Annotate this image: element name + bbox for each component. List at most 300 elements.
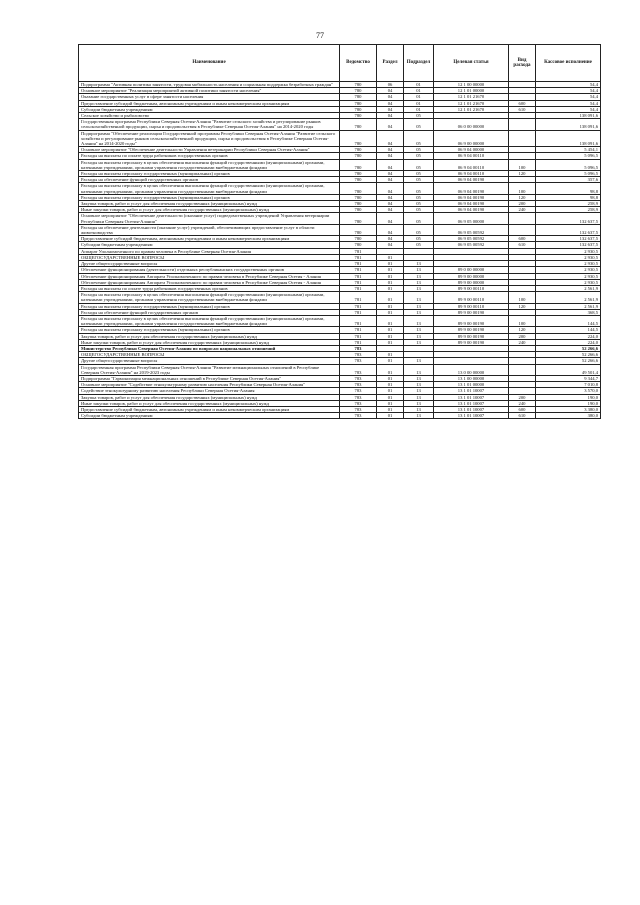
cell-department: 781 bbox=[340, 285, 377, 291]
cell-expense-type: 240 bbox=[509, 339, 536, 345]
cell-name: Расходы на выплаты персоналу государственных (муниципальных) органов bbox=[79, 303, 340, 309]
cell-expense-type: 610 bbox=[509, 106, 536, 112]
cell-name: Обеспечение функционирования Аппарата Уполномоченного по правам человека в Республике Северная Осетия - Алания bbox=[79, 273, 340, 279]
cell-cash-execution: 224,0 bbox=[536, 333, 601, 339]
cell-section: 04 bbox=[377, 106, 404, 112]
cell-name: ОБЩЕГОСУДАРСТВЕННЫЕ ВОПРОСЫ bbox=[79, 352, 340, 358]
table-row bbox=[79, 364, 601, 375]
cell-section: 01 bbox=[377, 267, 404, 273]
cell-target-article: 06 9 04 00190 bbox=[434, 183, 509, 194]
cell-name: Иные закупки товаров, работ и услуг для обеспечения государственных (муниципальных) нужд bbox=[79, 207, 340, 213]
budget-execution-table bbox=[78, 44, 601, 419]
cell-cash-execution: 368,5 bbox=[536, 309, 601, 315]
cell-subsection: 01 bbox=[404, 88, 434, 94]
cell-subsection: 13 bbox=[404, 279, 434, 285]
cell-name: Расходы на обеспечение деятельности (оказание услуг) учреждений, обеспечивающих предоставление услуг в области животноводства bbox=[79, 224, 340, 235]
cell-department: 783 bbox=[340, 345, 377, 351]
cell-expense-type: 240 bbox=[509, 207, 536, 213]
cell-subsection: 01 bbox=[404, 94, 434, 100]
cell-name: Другие общегосударственные вопросы bbox=[79, 261, 340, 267]
cell-subsection: 05 bbox=[404, 207, 434, 213]
cell-department: 781 bbox=[340, 339, 377, 345]
cell-section: 01 bbox=[377, 333, 404, 339]
cell-section: 04 bbox=[377, 224, 404, 235]
cell-section: 01 bbox=[377, 261, 404, 267]
col-header-expense-type: Вид расхода bbox=[509, 45, 536, 82]
table-row bbox=[79, 119, 601, 130]
cell-name: Основное мероприятие "Обеспечение деятельности Управления ветеринарии Республики Северная Осетия-Алания" bbox=[79, 147, 340, 153]
col-header-cash-execution: Кассовое исполнение bbox=[536, 45, 601, 82]
cell-subsection: 13 bbox=[404, 333, 434, 339]
cell-name: Расходы на обеспечение функций государственных органов bbox=[79, 309, 340, 315]
cell-department: 781 bbox=[340, 309, 377, 315]
cell-expense-type bbox=[509, 224, 536, 235]
cell-name: Подпрограмма "Активная политика занятости, трудовая мобильность населения и социальная поддержка безработных граждан" bbox=[79, 82, 340, 88]
cell-department: 780 bbox=[340, 177, 377, 183]
cell-name: Другие общегосударственные вопросы bbox=[79, 358, 340, 364]
cell-department: 780 bbox=[340, 194, 377, 200]
cell-subsection: 13 bbox=[404, 394, 434, 400]
cell-target-article: 89 9 00 00190 bbox=[434, 333, 509, 339]
cell-section: 04 bbox=[377, 236, 404, 242]
cell-subsection: 05 bbox=[404, 194, 434, 200]
cell-target-article: 12 1 01 21670 bbox=[434, 106, 509, 112]
cell-name: Иные закупки товаров, работ и услуг для обеспечения государственных (муниципальных) нужд bbox=[79, 339, 340, 345]
cell-cash-execution: 2 561,9 bbox=[536, 303, 601, 309]
cell-subsection: 13 bbox=[404, 261, 434, 267]
cell-cash-execution: 2 930,5 bbox=[536, 279, 601, 285]
cell-name: Обеспечение функционирования (деятельности) отдельных республиканских государственных органов bbox=[79, 267, 340, 273]
cell-cash-execution: 5 454,1 bbox=[536, 147, 601, 153]
cell-subsection: 13 bbox=[404, 382, 434, 388]
cell-department: 781 bbox=[340, 327, 377, 333]
cell-section: 01 bbox=[377, 339, 404, 345]
cell-section: 01 bbox=[377, 406, 404, 412]
cell-department: 780 bbox=[340, 147, 377, 153]
cell-cash-execution: 7 010,8 bbox=[536, 382, 601, 388]
col-header-target-article: Целевая статья bbox=[434, 45, 509, 82]
cell-name: Расходы на выплаты персоналу государственных (муниципальных) органов bbox=[79, 194, 340, 200]
cell-target-article: 06 0 00 00000 bbox=[434, 119, 509, 130]
cell-expense-type: 100 bbox=[509, 292, 536, 303]
cell-target-article: 89 9 00 00110 bbox=[434, 292, 509, 303]
cell-subsection: 01 bbox=[404, 100, 434, 106]
cell-department: 783 bbox=[340, 400, 377, 406]
cell-subsection: 05 bbox=[404, 213, 434, 224]
cell-cash-execution: 2 930,5 bbox=[536, 267, 601, 273]
cell-cash-execution: 2 930,5 bbox=[536, 248, 601, 254]
cell-section: 01 bbox=[377, 375, 404, 381]
cell-name: Расходы на выплаты персоналу в целях обеспечения выполнения функций государственными (муниципальными) органами, казенными учреждениями, органами управления государственными внебюджетными фондами bbox=[79, 315, 340, 326]
table-body bbox=[79, 82, 601, 419]
cell-name: Предоставление субсидий бюджетным, автономным учреждениям и иным некоммерческим организациям bbox=[79, 406, 340, 412]
cell-subsection: 01 bbox=[404, 106, 434, 112]
cell-subsection: 13 bbox=[404, 267, 434, 273]
cell-department: 780 bbox=[340, 224, 377, 235]
cell-target-article: 13 1 00 00000 bbox=[434, 375, 509, 381]
cell-name: Подпрограмма "Гармонизация межнациональных отношений в Республике Северная Осетия-Алания" bbox=[79, 375, 340, 381]
cell-cash-execution: 2 561,9 bbox=[536, 292, 601, 303]
cell-name: Государственная программа Республики Северная Осетия-Алания "Развитие межнациональных отношений в Республике Северная Осетия-Алания" на 2019-2023 годы bbox=[79, 364, 340, 375]
cell-expense-type: 120 bbox=[509, 303, 536, 309]
cell-expense-type: 120 bbox=[509, 327, 536, 333]
cell-section: 04 bbox=[377, 88, 404, 94]
cell-target-article: 06 9 04 00110 bbox=[434, 171, 509, 177]
cell-section: 01 bbox=[377, 273, 404, 279]
cell-section: 01 bbox=[377, 315, 404, 326]
cell-subsection: 01 bbox=[404, 82, 434, 88]
table-row bbox=[79, 183, 601, 194]
cell-subsection: 05 bbox=[404, 224, 434, 235]
cell-name: Предоставление субсидий бюджетным, автономным учреждениям и иным некоммерческим организациям bbox=[79, 236, 340, 242]
cell-department: 780 bbox=[340, 242, 377, 248]
cell-name: Оказание государственных услуг в сфере занятости населения bbox=[79, 94, 340, 100]
cell-subsection: 13 bbox=[404, 413, 434, 419]
cell-target-article: 06 9 04 00110 bbox=[434, 159, 509, 170]
cell-section: 04 bbox=[377, 242, 404, 248]
cell-department: 780 bbox=[340, 119, 377, 130]
cell-name: Предоставление субсидий бюджетным, автономным учреждениям и иным некоммерческим организациям bbox=[79, 100, 340, 106]
cell-section: 04 bbox=[377, 100, 404, 106]
cell-department: 783 bbox=[340, 413, 377, 419]
cell-section: 01 bbox=[377, 413, 404, 419]
cell-department: 781 bbox=[340, 261, 377, 267]
cell-target-article: 12 1 01 21670 bbox=[434, 94, 509, 100]
cell-name: Закупка товаров, работ и услуг для обеспечения государственных (муниципальных) нужд bbox=[79, 201, 340, 207]
cell-cash-execution: 2 930,5 bbox=[536, 261, 601, 267]
cell-cash-execution: 5 096,5 bbox=[536, 153, 601, 159]
cell-subsection: 05 bbox=[404, 183, 434, 194]
cell-name: Расходы на выплаты по оплате труда работников государственных органов bbox=[79, 285, 340, 291]
cell-subsection: 05 bbox=[404, 236, 434, 242]
cell-subsection: 13 bbox=[404, 292, 434, 303]
cell-department: 780 bbox=[340, 207, 377, 213]
cell-subsection: 13 bbox=[404, 400, 434, 406]
cell-department: 780 bbox=[340, 106, 377, 112]
cell-target-article: 06 9 04 00190 bbox=[434, 201, 509, 207]
table-row bbox=[79, 315, 601, 326]
table-row bbox=[79, 130, 601, 147]
cell-target-article: 89 9 00 00000 bbox=[434, 273, 509, 279]
cell-section: 01 bbox=[377, 327, 404, 333]
cell-department: 780 bbox=[340, 100, 377, 106]
cell-target-article: 89 9 00 00110 bbox=[434, 285, 509, 291]
cell-subsection: 13 bbox=[404, 358, 434, 364]
cell-target-article: 12 1 01 21670 bbox=[434, 100, 509, 106]
cell-cash-execution: 54,4 bbox=[536, 94, 601, 100]
cell-department: 783 bbox=[340, 382, 377, 388]
cell-name: Обеспечение функционирования Аппарата Уполномоченного по правам человека в Республике Северная Осетия - Алания bbox=[79, 279, 340, 285]
cell-cash-execution: 54,4 bbox=[536, 100, 601, 106]
cell-department: 781 bbox=[340, 303, 377, 309]
cell-expense-type: 200 bbox=[509, 333, 536, 339]
cell-subsection: 13 bbox=[404, 309, 434, 315]
cell-cash-execution: 9 344,7 bbox=[536, 375, 601, 381]
cell-department: 781 bbox=[340, 267, 377, 273]
cell-expense-type: 100 bbox=[509, 183, 536, 194]
cell-cash-execution: 380,0 bbox=[536, 413, 601, 419]
cell-section: 04 bbox=[377, 159, 404, 170]
cell-cash-execution: 144,5 bbox=[536, 315, 601, 326]
cell-expense-type: 610 bbox=[509, 413, 536, 419]
cell-cash-execution: 2 930,5 bbox=[536, 254, 601, 260]
cell-section: 01 bbox=[377, 285, 404, 291]
cell-cash-execution: 132 637,5 bbox=[536, 213, 601, 224]
cell-target-article: 06 9 04 00190 bbox=[434, 177, 509, 183]
cell-cash-execution: 190,0 bbox=[536, 394, 601, 400]
cell-cash-execution: 132 637,5 bbox=[536, 236, 601, 242]
cell-name: Сельское хозяйство и рыболовство bbox=[79, 113, 340, 119]
cell-target-article: 89 9 00 00190 bbox=[434, 327, 509, 333]
cell-department: 781 bbox=[340, 273, 377, 279]
cell-target-article: 13 0 00 00000 bbox=[434, 364, 509, 375]
cell-name: Расходы на выплаты персоналу государственных (муниципальных) органов bbox=[79, 171, 340, 177]
cell-subsection: 13 bbox=[404, 327, 434, 333]
cell-department: 783 bbox=[340, 375, 377, 381]
cell-section: 04 bbox=[377, 119, 404, 130]
cell-department: 783 bbox=[340, 388, 377, 394]
cell-department: 781 bbox=[340, 315, 377, 326]
cell-section: 01 bbox=[377, 400, 404, 406]
cell-section: 01 bbox=[377, 394, 404, 400]
cell-section: 04 bbox=[377, 113, 404, 119]
cell-target-article: 89 0 00 00000 bbox=[434, 267, 509, 273]
cell-cash-execution: 5 096,5 bbox=[536, 171, 601, 177]
cell-cash-execution: 54,4 bbox=[536, 82, 601, 88]
cell-subsection: 05 bbox=[404, 242, 434, 248]
cell-expense-type: 240 bbox=[509, 400, 536, 406]
cell-department: 781 bbox=[340, 254, 377, 260]
cell-expense-type: 200 bbox=[509, 201, 536, 207]
cell-section: 01 bbox=[377, 279, 404, 285]
cell-department: 781 bbox=[340, 248, 377, 254]
cell-target-article: 89 9 00 00190 bbox=[434, 339, 509, 345]
cell-expense-type bbox=[509, 364, 536, 375]
cell-expense-type: 120 bbox=[509, 171, 536, 177]
cell-department: 780 bbox=[340, 213, 377, 224]
cell-name: Расходы на обеспечение функций государственных органов bbox=[79, 177, 340, 183]
cell-section: 04 bbox=[377, 153, 404, 159]
cell-department: 783 bbox=[340, 394, 377, 400]
cell-subsection: 05 bbox=[404, 113, 434, 119]
cell-name: Субсидии бюджетным учреждениям bbox=[79, 413, 340, 419]
cell-name: Расходы на выплаты персоналу в целях обеспечения выполнения функций государственными (муниципальными) органами, казенными учреждениями, органами управления государственными внебюджетными фондами bbox=[79, 183, 340, 194]
cell-cash-execution: 224,0 bbox=[536, 339, 601, 345]
cell-section: 01 bbox=[377, 352, 404, 358]
cell-target-article: 13 1 01 10007 bbox=[434, 388, 509, 394]
cell-name: Министерство Республики Северная Осетия-Алания по вопросам национальных отношений bbox=[79, 345, 340, 351]
cell-target-article: 06 9 04 00110 bbox=[434, 153, 509, 159]
cell-section: 01 bbox=[377, 382, 404, 388]
cell-section: 04 bbox=[377, 147, 404, 153]
cell-expense-type: 600 bbox=[509, 236, 536, 242]
table-row bbox=[79, 213, 601, 224]
cell-cash-execution: 138 091,6 bbox=[536, 119, 601, 130]
cell-subsection: 05 bbox=[404, 119, 434, 130]
cell-subsection: 13 bbox=[404, 303, 434, 309]
cell-target-article: 13 1 01 00000 bbox=[434, 382, 509, 388]
cell-section: 01 bbox=[377, 388, 404, 394]
cell-cash-execution: 52 266,6 bbox=[536, 358, 601, 364]
cell-name: Содействие этнокультурному развитию населения Республики Северная Осетия-Алания bbox=[79, 388, 340, 394]
cell-department: 781 bbox=[340, 292, 377, 303]
cell-section: 06 bbox=[377, 82, 404, 88]
cell-cash-execution: 132 637,5 bbox=[536, 242, 601, 248]
cell-target-article: 12 1 01 00000 bbox=[434, 88, 509, 94]
cell-name: Расходы на выплаты персоналу государственных (муниципальных) органов bbox=[79, 327, 340, 333]
cell-department: 781 bbox=[340, 279, 377, 285]
cell-target-article: 06 9 05 00592 bbox=[434, 242, 509, 248]
cell-name: Расходы на выплаты персоналу в целях обеспечения выполнения функций государственными (муниципальными) органами, казенными учреждениями, органами управления государственными внебюджетными фондами bbox=[79, 159, 340, 170]
cell-cash-execution: 138 091,6 bbox=[536, 130, 601, 147]
cell-name: Субсидии бюджетным учреждениям bbox=[79, 242, 340, 248]
cell-subsection: 13 bbox=[404, 406, 434, 412]
cell-cash-execution: 49 501,4 bbox=[536, 364, 601, 375]
cell-name: Расходы на выплаты персоналу в целях обеспечения выполнения функций государственными (муниципальными) органами, казенными учреждениями, органами управления государственными внебюджетными фондами bbox=[79, 292, 340, 303]
cell-expense-type: 100 bbox=[509, 315, 536, 326]
cell-cash-execution: 3 570,0 bbox=[536, 388, 601, 394]
cell-subsection: 13 bbox=[404, 339, 434, 345]
cell-subsection: 05 bbox=[404, 147, 434, 153]
table-row bbox=[79, 224, 601, 235]
cell-target-article: 06 9 05 00592 bbox=[434, 224, 509, 235]
cell-subsection: 13 bbox=[404, 388, 434, 394]
cell-department: 780 bbox=[340, 94, 377, 100]
cell-department: 783 bbox=[340, 352, 377, 358]
cell-target-article: 89 9 00 00190 bbox=[434, 315, 509, 326]
cell-cash-execution: 144,5 bbox=[536, 327, 601, 333]
cell-department: 783 bbox=[340, 364, 377, 375]
page-number: 77 bbox=[316, 31, 324, 40]
col-header-subsection: Подраздел bbox=[404, 45, 434, 82]
cell-subsection: 05 bbox=[404, 153, 434, 159]
cell-department: 780 bbox=[340, 201, 377, 207]
cell-section: 04 bbox=[377, 183, 404, 194]
cell-cash-execution: 258,9 bbox=[536, 207, 601, 213]
cell-target-article: 12 1 00 00000 bbox=[434, 82, 509, 88]
cell-expense-type: 600 bbox=[509, 100, 536, 106]
cell-subsection: 05 bbox=[404, 171, 434, 177]
cell-cash-execution: 54,4 bbox=[536, 106, 601, 112]
col-header-department: Ведомство bbox=[340, 45, 377, 82]
cell-cash-execution: 3 380,0 bbox=[536, 406, 601, 412]
cell-department: 780 bbox=[340, 153, 377, 159]
cell-name: Подпрограмма "Обеспечение реализации Государственной программы Республики Северная Осетия-Алания "Развитие сельского хозяйства и регулирование рынков сельскохозяйственной продукции, сырья и продовольствия в Республике Северная Осетия-Алания" на 2014-2020 годы" bbox=[79, 130, 340, 147]
cell-section: 01 bbox=[377, 358, 404, 364]
cell-section: 04 bbox=[377, 207, 404, 213]
cell-department: 780 bbox=[340, 236, 377, 242]
cell-name: Аппарат Уполномоченного по правам человека в Республике Северная Осетия-Алания bbox=[79, 248, 340, 254]
cell-cash-execution: 357,6 bbox=[536, 177, 601, 183]
cell-name: Основное мероприятие "Содействие этнокультурному развитию населения Республики Северная Осетия-Алания" bbox=[79, 382, 340, 388]
cell-target-article: 06 9 05 00592 bbox=[434, 236, 509, 242]
cell-name: Расходы на выплаты по оплате труда работников государственных органов bbox=[79, 153, 340, 159]
table-row bbox=[79, 413, 601, 419]
cell-name: Основное мероприятие "Обеспечение деятельности (оказание услуг) подведомственных учреждений Управления ветеринарии Республики Северная Осетия-Алания" bbox=[79, 213, 340, 224]
cell-section: 01 bbox=[377, 292, 404, 303]
cell-name: Закупка товаров, работ и услуг для обеспечения государственных (муниципальных) нужд bbox=[79, 333, 340, 339]
cell-target-article: 13 1 01 10007 bbox=[434, 413, 509, 419]
cell-expense-type: 600 bbox=[509, 406, 536, 412]
cell-section: 04 bbox=[377, 213, 404, 224]
cell-target-article: 06 9 04 00000 bbox=[434, 147, 509, 153]
cell-target-article: 06 9 04 00190 bbox=[434, 207, 509, 213]
cell-expense-type bbox=[509, 130, 536, 147]
cell-target-article: 13 1 01 10007 bbox=[434, 394, 509, 400]
cell-name: ОБЩЕГОСУДАРСТВЕННЫЕ ВОПРОСЫ bbox=[79, 254, 340, 260]
cell-subsection: 05 bbox=[404, 201, 434, 207]
cell-target-article: 06 9 05 00000 bbox=[434, 213, 509, 224]
cell-department: 780 bbox=[340, 130, 377, 147]
cell-section: 01 bbox=[377, 254, 404, 260]
cell-section: 04 bbox=[377, 201, 404, 207]
cell-target-article: 89 9 00 00110 bbox=[434, 303, 509, 309]
table-row bbox=[79, 159, 601, 170]
cell-department: 783 bbox=[340, 358, 377, 364]
cell-expense-type: 120 bbox=[509, 194, 536, 200]
cell-subsection: 05 bbox=[404, 177, 434, 183]
cell-subsection: 13 bbox=[404, 285, 434, 291]
cell-cash-execution: 98,8 bbox=[536, 183, 601, 194]
cell-target-article: 06 9 00 00000 bbox=[434, 130, 509, 147]
cell-section: 01 bbox=[377, 303, 404, 309]
cell-cash-execution: 98,8 bbox=[536, 194, 601, 200]
table-row bbox=[79, 292, 601, 303]
cell-target-article: 13 1 01 10007 bbox=[434, 406, 509, 412]
cell-target-article: 13 1 01 10007 bbox=[434, 400, 509, 406]
cell-subsection: 05 bbox=[404, 159, 434, 170]
col-header-name: Наименование bbox=[79, 45, 340, 82]
cell-section: 01 bbox=[377, 309, 404, 315]
cell-expense-type bbox=[509, 213, 536, 224]
cell-name: Государственная программа Республики Северная Осетия-Алания "Развитие сельского хозяйства и регулирование рынков сельскохозяйственной продукции, сырья и продовольствия в Республике Северная Осетия-Алания" на 2014-2020 годы bbox=[79, 119, 340, 130]
cell-target-article: 06 9 04 00190 bbox=[434, 194, 509, 200]
cell-section: 01 bbox=[377, 364, 404, 375]
cell-expense-type: 100 bbox=[509, 159, 536, 170]
cell-cash-execution: 54,4 bbox=[536, 88, 601, 94]
cell-name: Основное мероприятие "Реализация мероприятий активной политики занятости населения" bbox=[79, 88, 340, 94]
cell-target-article: 89 9 00 00000 bbox=[434, 279, 509, 285]
cell-section: 04 bbox=[377, 130, 404, 147]
cell-expense-type: 200 bbox=[509, 394, 536, 400]
cell-department: 783 bbox=[340, 406, 377, 412]
cell-subsection: 13 bbox=[404, 273, 434, 279]
cell-section: 04 bbox=[377, 194, 404, 200]
cell-cash-execution: 52 266,6 bbox=[536, 352, 601, 358]
cell-expense-type bbox=[509, 119, 536, 130]
cell-department: 780 bbox=[340, 113, 377, 119]
cell-section: 04 bbox=[377, 94, 404, 100]
cell-name: Закупка товаров, работ и услуг для обеспечения государственных (муниципальных) нужд bbox=[79, 394, 340, 400]
cell-subsection: 13 bbox=[404, 364, 434, 375]
col-header-section: Раздел bbox=[377, 45, 404, 82]
cell-cash-execution: 138 091,6 bbox=[536, 113, 601, 119]
cell-cash-execution: 2 561,9 bbox=[536, 285, 601, 291]
cell-department: 780 bbox=[340, 82, 377, 88]
cell-department: 780 bbox=[340, 183, 377, 194]
cell-department: 780 bbox=[340, 171, 377, 177]
cell-department: 781 bbox=[340, 333, 377, 339]
cell-subsection: 05 bbox=[404, 130, 434, 147]
cell-subsection: 13 bbox=[404, 375, 434, 381]
cell-name: Субсидии бюджетным учреждениям bbox=[79, 106, 340, 112]
cell-section: 04 bbox=[377, 171, 404, 177]
cell-department: 780 bbox=[340, 88, 377, 94]
cell-cash-execution: 190,0 bbox=[536, 400, 601, 406]
cell-department: 780 bbox=[340, 159, 377, 170]
cell-cash-execution: 52 266,6 bbox=[536, 345, 601, 351]
cell-name: Иные закупки товаров, работ и услуг для обеспечения государственных (муниципальных) нужд bbox=[79, 400, 340, 406]
